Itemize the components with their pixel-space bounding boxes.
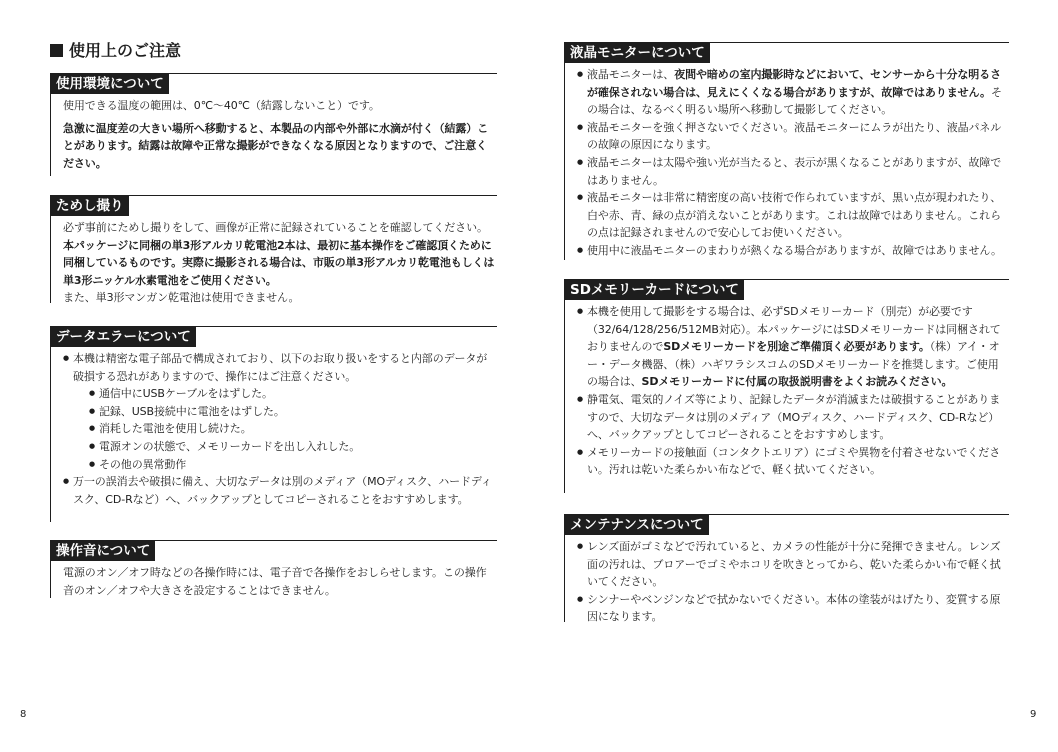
list-item: ● 液晶モニターを強く押さないでください。液晶モニターにムラが出たり、液晶パネルの故障の原因になります。 (577, 119, 1009, 154)
section-heading: 液晶モニターについて (565, 43, 710, 63)
paragraph: 電源のオン／オフ時などの各操作時には、電子音で各操作をおしらせします。この操作音のオン／オフや大きさを設定することはできません。 (63, 566, 487, 597)
list-item: ● 液晶モニターは、夜間や暗めの室内撮影時などにおいて、センサーから十分な明るさが確保されない場合は、見えにくくなる場合がありますが、故障ではありません。その場合は、なるべく明るい場所へ移動して撮影してください。 (577, 66, 1009, 119)
section-header (565, 279, 1009, 300)
list-item: ● シンナーやベンジンなどで拭かないでください。本体の塗装がはげたり、変質する原因になります。 (577, 591, 1009, 626)
maintenance-section (564, 514, 1009, 622)
section-heading: 操作音について (51, 541, 155, 561)
trial-shooting-section (50, 195, 497, 303)
section-header (51, 195, 497, 216)
square-bullet-icon (50, 44, 63, 57)
list-item: ● 使用中に液晶モニターのまわりが熱くなる場合がありますが、故障ではありません。 (577, 242, 1009, 260)
page-number-left: 8 (20, 709, 27, 720)
section-header (51, 540, 497, 561)
section-heading: メンテナンスについて (565, 515, 709, 535)
page-title-text: 使用上のご注意 (69, 41, 182, 60)
list-item: ● 静電気、電気的ノイズ等により、記録したデータが消滅または破損することがありますので、大切なデータは別のメディア（MOディスク、ハードディスク、CD-Rなど）へ、バックアップとしてコピーされることをおすすめします。 (577, 391, 1009, 444)
section-header (565, 514, 1009, 535)
list-item: ● 液晶モニターは非常に精密度の高い技術で作られていますが、黒い点が現われたり、白や赤、青、緑の点が消えないことがあります。これは故障ではありません。これらの点は記録されませんので安心してお使いください。 (577, 189, 1009, 242)
paragraph: 必ず事前にためし撮りをして、画像が正常に記録されていることを確認してください。 (63, 221, 488, 234)
lcd-monitor-section (564, 42, 1009, 260)
section-header (51, 73, 497, 94)
section-heading: SDメモリーカードについて (565, 280, 744, 300)
paragraph: また、単3形マンガン乾電池は使用できません。 (63, 291, 300, 305)
paragraph-strong: 急激に温度差の大きい場所へ移動すると、本製品の内部や外部に水滴が付く（結露）ことがあります。結露は故障や正常な撮影ができなくなる原因となりますので、ご注意ください。 (63, 121, 489, 170)
usage-environment-section (50, 73, 497, 176)
data-error-section (50, 326, 497, 522)
page-title (50, 38, 181, 61)
operation-sound-section (50, 540, 497, 598)
list-item: ● 本機を使用して撮影をする場合は、必ずSDメモリーカード（別売）が必要です（32/64/128/256/512MB対応）。本パッケージにはSDメモリーカードは同梱されておりませんのでSDメモリーカードを別途ご準備頂く必要があります。（株）アイ・オー・データ機器、（株）ハギワラシスコムのSDメモリーカードを推奨します。ご使用の場合は、SDメモリーカードに付属の取扱説明書をよくお読みください。 (577, 303, 1009, 391)
sd-memory-card-section (564, 279, 1009, 493)
list-item: ● その他の異常動作 (89, 456, 497, 474)
sub-list (73, 385, 497, 473)
list-item: ● 液晶モニターは太陽や強い光が当たると、表示が黒くなることがありますが、故障ではありません。 (577, 154, 1009, 189)
paragraph: 使用できる温度の範囲は、0℃～40℃（結露しないこと）です。 (63, 99, 380, 112)
list-item: ● 通信中にUSBケーブルをはずした。 (89, 385, 497, 403)
list-item: ● 消耗した電池を使用し続けた。 (89, 420, 497, 438)
section-header (51, 326, 497, 347)
page-number-right: 9 (1030, 709, 1037, 720)
section-heading: データエラーについて (51, 327, 196, 347)
section-heading: ためし撮り (51, 196, 129, 216)
list-item: ● 万一の誤消去や破損に備え、大切なデータは別のメディア（MOディスク、ハードディスク、CD-Rなど）へ、バックアップとしてコピーされることをおすすめします。 (63, 473, 497, 508)
list-item: ● レンズ面がゴミなどで汚れていると、カメラの性能が十分に発揮できません。レンズ面の汚れは、ブロアーでゴミやホコリを吹きとってから、乾いた柔らかい布で軽く拭いてください。 (577, 538, 1009, 591)
list-item: ● 電源オンの状態で、メモリーカードを出し入れした。 (89, 438, 497, 456)
section-heading: 使用環境について (51, 74, 169, 94)
section-header (565, 42, 1009, 63)
list-item: ● メモリーカードの接触面（コンタクトエリア）にゴミや異物を付着させないでください。汚れは乾いた柔らかい布などで、軽く拭いてください。 (577, 444, 1009, 479)
paragraph-strong: 本パッケージに同梱の単3形アルカリ乾電池2本は、最初に基本操作をご確認頂くために同梱しているものです。実際に撮影される場合は、市販の単3形アルカリ乾電池もしくは単3形ニッケル水素電池をご使用ください。 (63, 238, 495, 287)
list-item: ● 記録、USB接続中に電池をはずした。 (89, 403, 497, 421)
list-item: ● 本機は精密な電子部品で構成されており、以下のお取り扱いをすると内部のデータが破損する恐れがありますので、操作にはご注意ください。 ● 通信中にUSBケーブルをはずした。 ● 記録、USB接続中に電池をはずした。 ● 消耗した電池を使用し続けた。 ● 電源オンの状態で、メモリーカードを出し入れした。 ● その他の異常動作 (63, 350, 497, 473)
